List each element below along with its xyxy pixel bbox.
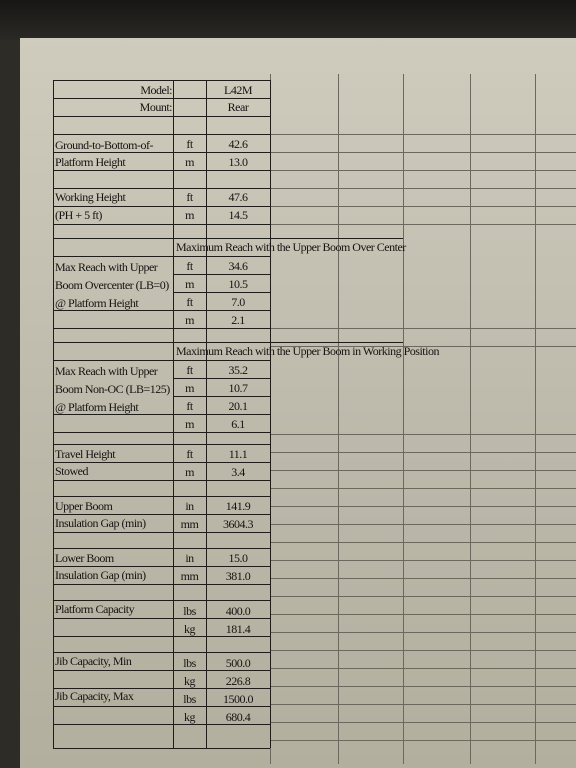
value: 15.0 [228,551,248,565]
value: 1500.0 [223,692,253,706]
value: 500.0 [225,656,251,670]
travel-height-label-2: Stowed [55,464,88,478]
unit: m [185,277,194,291]
reach-oc-label: Max Reach with Upper [55,260,158,274]
unit: ft [186,190,193,204]
value: 141.9 [225,499,251,513]
unit: lbs [183,604,196,618]
value: 181.4 [225,622,251,636]
value: 20.1 [228,399,248,413]
upper-boom-label-2: Insulation Gap (min) [55,516,146,530]
unit: ft [186,363,193,377]
value: 226.8 [225,674,251,688]
unit: m [185,313,194,327]
upper-boom-label: Upper Boom [55,499,113,513]
unit: ft [186,399,193,413]
unit: ft [186,447,193,461]
mount-label: Mount: [139,100,172,114]
value: 10.7 [228,381,248,395]
unit: in [185,499,194,513]
unit: lbs [183,692,196,706]
unit: kg [184,710,195,724]
value: 11.1 [228,447,248,461]
value: 400.0 [225,604,251,618]
value: 381.0 [225,569,251,583]
value: 3.4 [231,465,245,479]
value: 7.0 [231,295,245,309]
reach-oc-label-2: Boom Overcenter (LB=0) [55,278,169,292]
unit: kg [184,674,195,688]
reach-wp-label-3: @ Platform Height [55,400,139,414]
section-title: Maximum Reach with the Upper Boom Over Center [176,240,406,254]
unit: mm [180,569,199,583]
value: 35.2 [228,363,248,377]
unit: m [185,417,194,431]
ground-height-label: Ground-to-Bottom-of- [55,138,153,152]
mount-value: Rear [227,100,249,114]
value: 6.1 [231,417,245,431]
travel-height-label: Travel Height [55,447,116,461]
jib-capacity-min-label: Jib Capacity, Min [55,654,132,668]
unit: ft [186,259,193,273]
working-height-label-2: (PH + 5 ft) [55,208,102,222]
spec-sheet-page [20,38,576,768]
lower-boom-label-2: Insulation Gap (min) [55,568,146,582]
jib-capacity-max-label: Jib Capacity, Max [55,689,134,703]
unit: m [185,381,194,395]
ground-height-label-2: Platform Height [55,155,126,169]
lower-boom-label: Lower Boom [55,551,114,565]
unit: ft [186,295,193,309]
reach-wp-label-2: Boom Non-OC (LB=125) [55,382,170,396]
value: 42.6 [228,137,248,151]
unit: m [185,155,194,169]
working-height-label: Working Height [55,190,126,204]
unit: ft [186,137,193,151]
value: 34.6 [228,259,248,273]
value: 14.5 [228,208,248,222]
unit: m [185,465,194,479]
model-value: L42M [224,83,252,97]
value: 3604.3 [223,517,253,531]
reach-wp-label: Max Reach with Upper [55,364,158,378]
section-title: Maximum Reach with the Upper Boom in Working Position [176,344,439,358]
value: 10.5 [228,277,248,291]
platform-capacity-label: Platform Capacity [55,602,135,616]
value: 47.6 [228,190,248,204]
value: 13.0 [228,155,248,169]
background-surface [0,0,576,40]
unit: mm [180,517,199,531]
unit: in [185,551,194,565]
value: 2.1 [231,313,245,327]
unit: kg [184,622,195,636]
reach-oc-label-3: @ Platform Height [55,296,139,310]
model-label: Model: [140,83,172,97]
value: 680.4 [225,710,251,724]
unit: m [185,208,194,222]
unit: lbs [183,656,196,670]
